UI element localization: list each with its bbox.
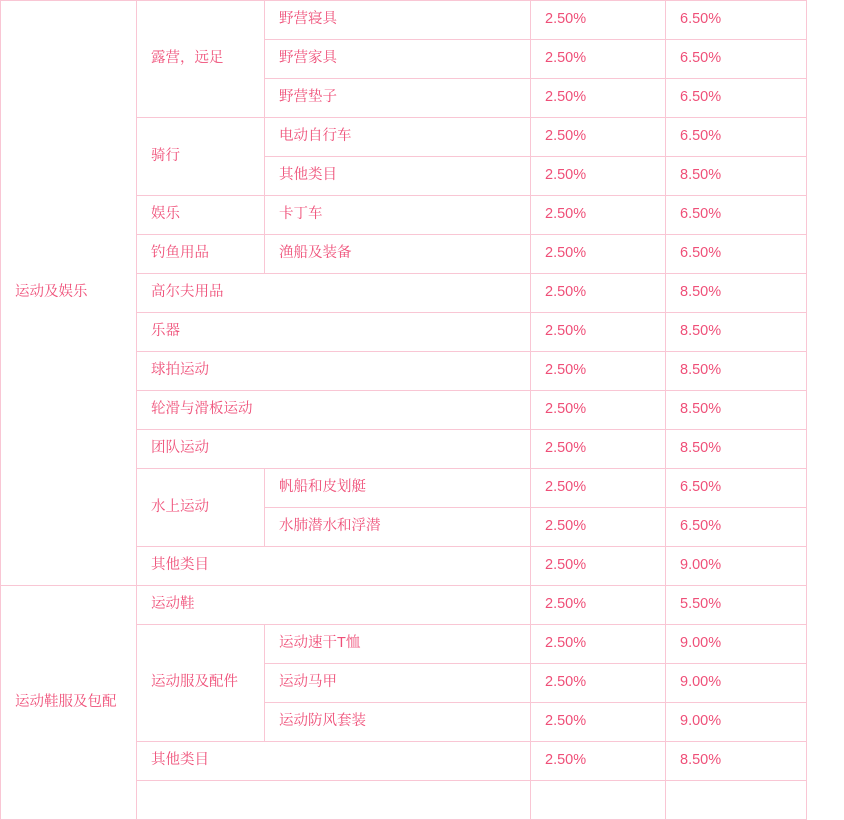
cell-level2-category: 运动服及配件 <box>137 625 265 742</box>
cell-base-rate: 2.50% <box>531 742 666 781</box>
cell-level3-category: 卡丁车 <box>265 196 531 235</box>
cell-base-rate: 2.50% <box>531 391 666 430</box>
cell-commission-rate: 6.50% <box>666 1 807 40</box>
cell-commission-rate: 6.50% <box>666 196 807 235</box>
cell-level3-category: 运动马甲 <box>265 664 531 703</box>
cell-level3-category: 水肺潜水和浮潜 <box>265 508 531 547</box>
cell-base-rate: 2.50% <box>531 235 666 274</box>
cell-commission-rate: 6.50% <box>666 40 807 79</box>
cell-base-rate: 2.50% <box>531 274 666 313</box>
cell-base-rate: 2.50% <box>531 508 666 547</box>
cell-base-rate: 2.50% <box>531 625 666 664</box>
cell-level3-category: 运动速干T恤 <box>265 625 531 664</box>
cell-commission-rate: 9.00% <box>666 664 807 703</box>
cell-commission-rate <box>666 781 807 820</box>
cell-base-rate: 2.50% <box>531 196 666 235</box>
cell-level2-category: 团队运动 <box>137 430 531 469</box>
cell-commission-rate: 6.50% <box>666 235 807 274</box>
cell-commission-rate: 8.50% <box>666 352 807 391</box>
cell-base-rate <box>531 781 666 820</box>
cell-level2-category: 娱乐 <box>137 196 265 235</box>
cell-level2-category: 骑行 <box>137 118 265 196</box>
cell-base-rate: 2.50% <box>531 352 666 391</box>
cell-commission-rate: 8.50% <box>666 742 807 781</box>
cell-level2-category: 运动鞋 <box>137 586 531 625</box>
cell-base-rate: 2.50% <box>531 430 666 469</box>
cell-level3-category: 电动自行车 <box>265 118 531 157</box>
cell-commission-rate: 8.50% <box>666 391 807 430</box>
cell-base-rate: 2.50% <box>531 1 666 40</box>
cell-level2-category <box>137 781 531 820</box>
cell-commission-rate: 9.00% <box>666 625 807 664</box>
cell-commission-rate: 6.50% <box>666 118 807 157</box>
cell-base-rate: 2.50% <box>531 157 666 196</box>
cell-level2-category: 其他类目 <box>137 742 531 781</box>
cell-commission-rate: 9.00% <box>666 703 807 742</box>
cell-level2-category: 钓鱼用品 <box>137 235 265 274</box>
cell-level2-category: 乐器 <box>137 313 531 352</box>
cell-level2-category: 轮滑与滑板运动 <box>137 391 531 430</box>
cell-level3-category: 帆船和皮划艇 <box>265 469 531 508</box>
cell-level2-category: 球拍运动 <box>137 352 531 391</box>
cell-base-rate: 2.50% <box>531 40 666 79</box>
cell-commission-rate: 8.50% <box>666 157 807 196</box>
cell-commission-rate: 6.50% <box>666 508 807 547</box>
cell-base-rate: 2.50% <box>531 118 666 157</box>
cell-commission-rate: 8.50% <box>666 274 807 313</box>
cell-base-rate: 2.50% <box>531 547 666 586</box>
cell-level3-category: 野营寝具 <box>265 1 531 40</box>
cell-level2-category: 水上运动 <box>137 469 265 547</box>
cell-level3-category: 野营垫子 <box>265 79 531 118</box>
table-row <box>1 586 807 625</box>
cell-commission-rate: 5.50% <box>666 586 807 625</box>
table-row <box>1 1 807 40</box>
cell-base-rate: 2.50% <box>531 313 666 352</box>
cell-commission-rate: 8.50% <box>666 430 807 469</box>
cell-commission-rate: 8.50% <box>666 313 807 352</box>
table-body <box>1 1 807 820</box>
cell-commission-rate: 6.50% <box>666 79 807 118</box>
cell-base-rate: 2.50% <box>531 469 666 508</box>
cell-level2-category: 露营，远足 <box>137 1 265 118</box>
cell-base-rate: 2.50% <box>531 586 666 625</box>
cell-base-rate: 2.50% <box>531 79 666 118</box>
cell-level3-category: 渔船及装备 <box>265 235 531 274</box>
cell-commission-rate: 9.00% <box>666 547 807 586</box>
cell-base-rate: 2.50% <box>531 664 666 703</box>
cell-level3-category: 其他类目 <box>265 157 531 196</box>
cell-level1-category: 运动鞋服及包配 <box>1 586 137 820</box>
cell-level2-category: 高尔夫用品 <box>137 274 531 313</box>
cell-level2-category: 其他类目 <box>137 547 531 586</box>
cell-base-rate: 2.50% <box>531 703 666 742</box>
cell-level1-category: 运动及娱乐 <box>1 1 137 586</box>
cell-commission-rate: 6.50% <box>666 469 807 508</box>
cell-level3-category: 运动防风套装 <box>265 703 531 742</box>
cell-level3-category: 野营家具 <box>265 40 531 79</box>
